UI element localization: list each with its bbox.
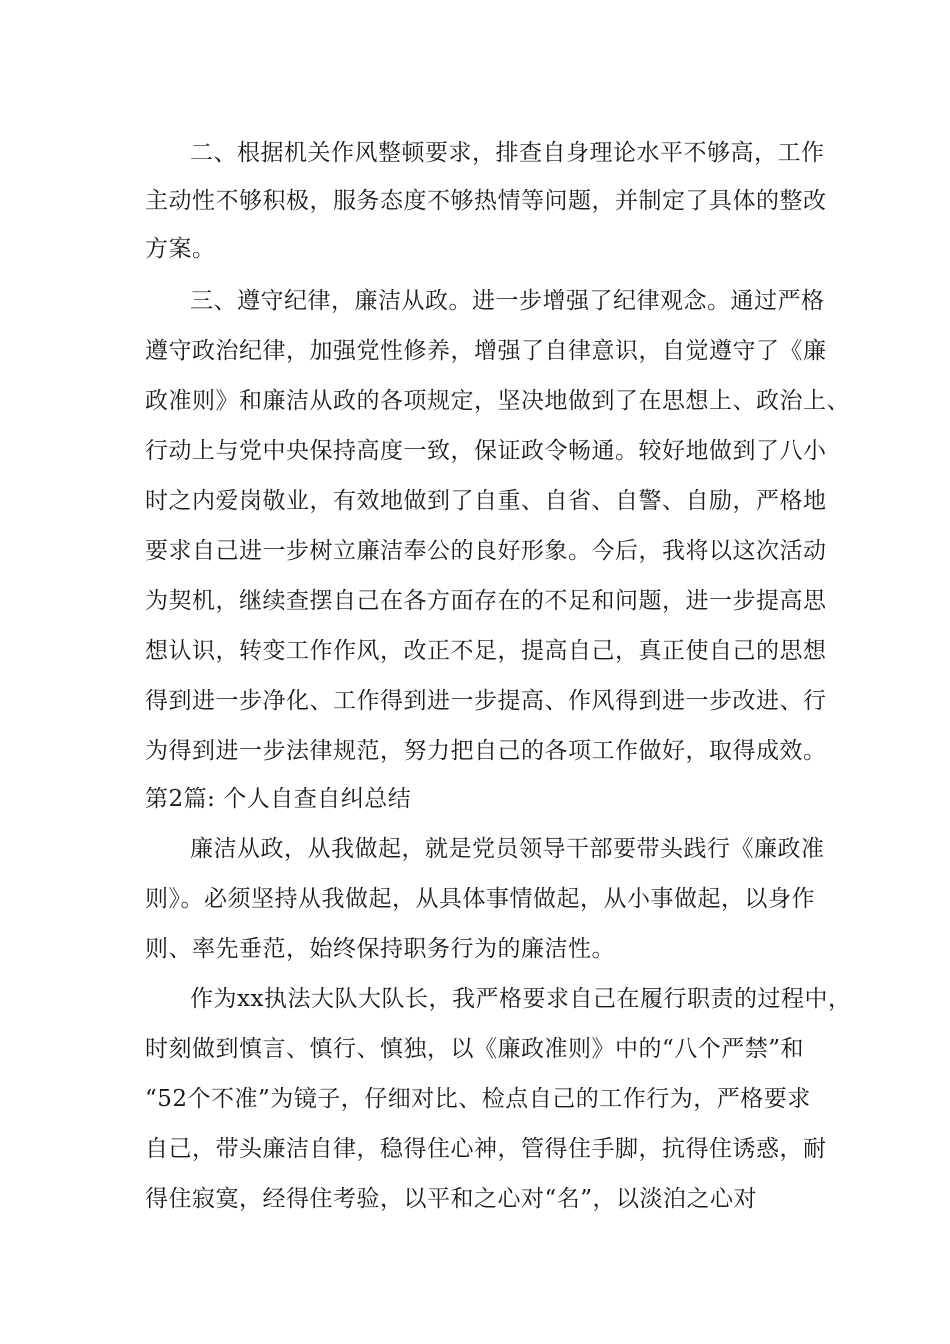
paragraph-3-line-4: 行动上与党中央保持高度一致，保证政令畅通。较好地做到了八小 [145,438,827,464]
paragraph-3-line-10: 为得到进一步法律规范，努力把自己的各项工作做好，取得成效。 [145,738,827,764]
paragraph-4-line-3: 则、率先垂范，始终保持职务行为的廉洁性。 [145,936,615,962]
paragraph-3-line-8: 想认识，转变工作作风，改正不足，提高自己，真正使自己的思想 [145,638,827,664]
paragraph-5-line-1: 作为xx执法大队大队长，我严格要求自己在履行职责的过程中， [190,986,852,1012]
paragraph-2-line-1: 二、根据机关作风整顿要求，排查自身理论水平不够高，工作 [190,140,825,166]
paragraph-2-line-3: 方案。 [145,236,216,262]
paragraph-3-line-7: 为契机，继续查摆自己在各方面存在的不足和问题，进一步提高思 [145,588,827,614]
paragraph-5-line-5: 得住寂寞，经得住考验，以平和之心对“名”，以淡泊之心对 [145,1186,758,1212]
paragraph-3-line-1: 三、遵守纪律，廉洁从政。进一步增强了纪律观念。通过严格 [190,288,825,314]
paragraph-2-line-2: 主动性不够积极，服务态度不够热情等问题，并制定了具体的整改 [145,188,827,214]
section-heading: 第2篇: 个人自查自纠总结 [145,786,412,812]
paragraph-3-line-6: 要求自己进一步树立廉洁奉公的良好形象。今后，我将以这次活动 [145,538,827,564]
paragraph-3-line-9: 得到进一步净化、工作得到进一步提高、作风得到进一步改进、行 [145,688,827,714]
paragraph-3-line-5: 时之内爱岗敬业，有效地做到了自重、自省、自警、自励，严格地 [145,488,827,514]
paragraph-4-line-2: 则》。必须坚持从我做起，从具体事情做起，从小事做起，以身作 [145,886,815,912]
paragraph-5-line-4: 自己，带头廉洁自律，稳得住心神，管得住手脚，抗得住诱惑，耐 [145,1136,827,1162]
paragraph-3-line-3: 政准则》和廉洁从政的各项规定，坚决地做到了在思想上、政治上、 [145,388,850,414]
paragraph-5-line-2: 时刻做到慎言、慎行、慎独，以《廉政准则》中的“八个严禁”和 [145,1036,805,1062]
paragraph-3-line-2: 遵守政治纪律，加强党性修养，增强了自律意识，自觉遵守了《廉 [145,338,827,364]
paragraph-5-line-3: “52个不准”为镜子，仔细对比、检点自己的工作行为，严格要求 [145,1086,811,1112]
paragraph-4-line-1: 廉洁从政，从我做起，就是党员领导干部要带头践行《廉政准 [190,836,825,862]
